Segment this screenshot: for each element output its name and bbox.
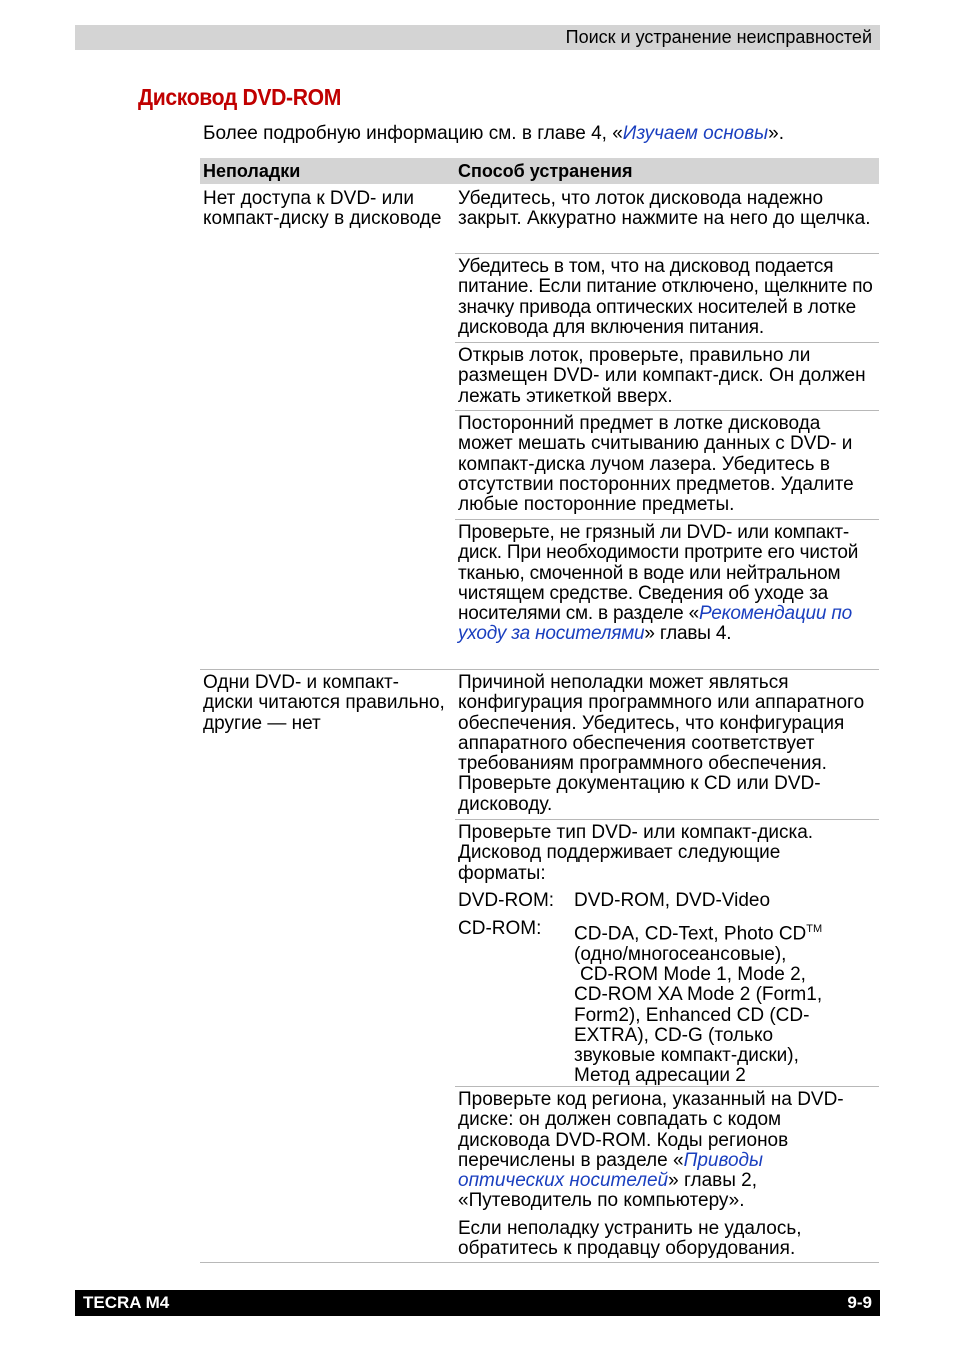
intro-link[interactable]: Изучаем основы [622,123,769,144]
intro-text-after: ». [768,123,784,144]
sol5-text-before: Проверьте, не грязный ли DVD- или компакт-диск. При необходимости протрите его чистой тканью, смоченной в воде или нейтральном чистящем средстве. Сведения об уходе за носителями см. в разделе « [458,522,859,625]
footer-page-number: 9-9 [847,1293,872,1312]
solution-foreign-object: Посторонний предмет в лотке дисковода может мешать считыванию данных с DVD- и компакт-диска лучом лазера. Убедитесь в отсутствии посторонних предметов. Удалите любые посторонние предметы. [458,413,854,516]
section-title: Дисковод DVD-ROM [138,84,341,110]
solution-dirty-disc [458,523,878,645]
solution-close-tray: Убедитесь, что лоток дисковода надежно закрыт. Аккуратно нажмите на него до щелчка. [458,188,871,230]
optical-drives-link[interactable]: Приводы оптических носителей [458,1149,764,1192]
sol5-text-after: » главы 4. [644,623,732,645]
trademark-mark: TM [806,923,823,935]
cd-formats-line-2: (одно/многосеансовые), [574,943,787,965]
cd-formats-rest: CD-ROM Mode 1, Mode 2, CD-ROM XA Mode 2 (Form1, Form2), Enhanced CD (CD-EXTRA), CD-G (только звуковые компакт-диски), Метод адресации 2 [574,963,823,1087]
format-cd-value [574,919,874,1087]
row-divider [455,410,879,411]
cd-formats-line-1: CD-DA, CD-Text, Photo CD [574,923,807,945]
header-problems: Неполадки [203,161,301,181]
format-cd-label: CD-ROM: [458,918,542,939]
solution-configuration: Причиной неполадки может являться конфигурация программного или аппаратного обеспечения. Убедитесь, что конфигурация аппаратного обеспечения соответствует требованиям программного обеспечения. Проверьте документацию к CD или DVD-дисководу. [458,672,865,815]
problem-no-access: Нет доступа к DVD- или компакт-диску в дисководе [203,188,442,230]
header-text: Поиск и устранение неисправностей [565,27,872,47]
sol8-text-after: » главы 2, «Путеводитель по компьютеру». [458,1170,758,1212]
row-divider [455,342,879,343]
format-dvd-label: DVD-ROM: [458,890,555,911]
table-header [200,158,879,184]
problem-some-discs: Одни DVD- и компакт-диски читаются правильно, другие — нет [203,672,445,734]
solution-power: Убедитесь в том, что на дисковод подается питание. Если питание отключено, щелкните по значку привода оптических носителей в лотке дисковода для включения питания. [458,256,873,338]
row-divider [455,1086,879,1087]
intro-text-before: Более подробную информацию см. в главе 4, « [203,123,623,144]
row-divider [200,669,879,670]
solution-region-code [458,1090,863,1212]
running-header [75,25,880,50]
media-care-link[interactable]: Рекомендации по уходу за носителями [458,603,852,645]
header-solutions: Способ устранения [458,161,633,181]
table-bottom-rule [200,1262,879,1263]
footer-model: TECRA M4 [83,1293,170,1312]
running-footer [75,1290,880,1316]
row-divider [455,519,879,520]
sol8-text-before: Проверьте код региона, указанный на DVD-диске: он должен совпадать с кодом дисковода DVD-ROM. Коды регионов перечислены в разделе « [458,1089,844,1171]
format-dvd-value: DVD-ROM, DVD-Video [574,890,771,911]
row-divider [455,253,879,254]
solution-disc-placement: Открыв лоток, проверьте, правильно ли размещен DVD- или компакт-диск. Он должен лежать этикеткой вверх. [458,345,866,407]
solution-disc-type: Проверьте тип DVD- или компакт-диска. Дисковод поддерживает следующие форматы: [458,822,814,884]
solution-contact-dealer: Если неполадку устранить не удалось, обратитесь к продавцу оборудования. [458,1218,802,1260]
intro-paragraph [203,123,784,145]
row-divider [455,819,879,820]
